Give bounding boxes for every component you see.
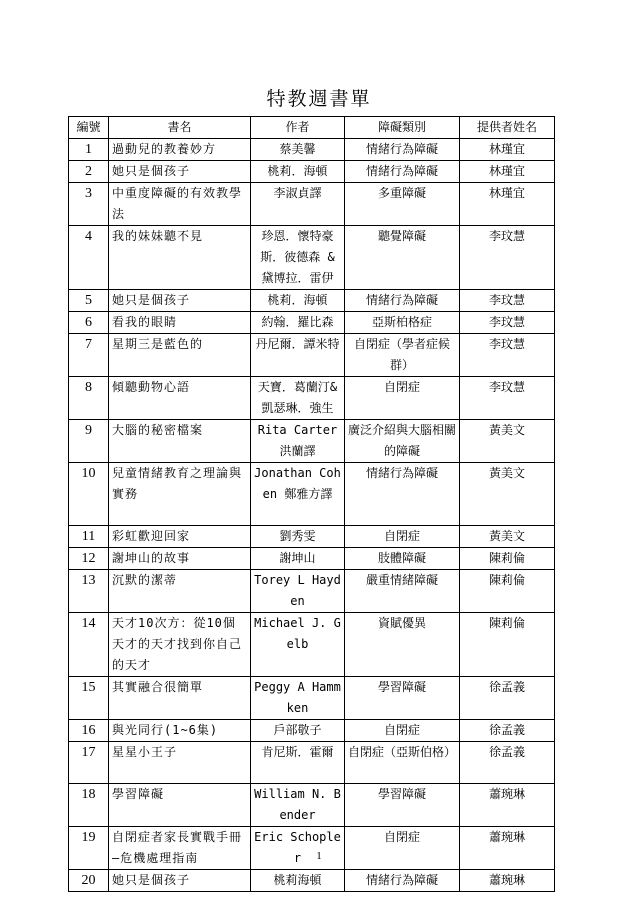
disability-category: 自閉症（學者症候群）: [345, 334, 460, 377]
book-author: 劉秀雯: [251, 526, 345, 548]
table-row: [69, 677, 555, 720]
provider-name: 李玟慧: [460, 312, 555, 334]
book-author: 桃莉．海頓: [251, 161, 345, 183]
provider-name: 李玟慧: [460, 290, 555, 312]
book-author: 珍恩．懷特豪斯．彼德森 & 黛博拉．雷伊: [251, 226, 345, 290]
disability-category: 廣泛介紹與大腦相關的障礙: [345, 420, 460, 463]
provider-name: 徐孟義: [460, 720, 555, 742]
provider-name: 李玟慧: [460, 226, 555, 290]
book-number: 8: [69, 377, 109, 420]
book-author: Eric Schopler: [251, 827, 345, 870]
book-author: 蔡美馨: [251, 139, 345, 161]
provider-name: 李玟慧: [460, 334, 555, 377]
table-row: [69, 420, 555, 463]
table-row: [69, 827, 555, 870]
disability-category: 多重障礙: [345, 183, 460, 226]
table-row: [69, 377, 555, 420]
book-title: 看我的眼睛: [109, 312, 251, 334]
col-header-provider: 提供者姓名: [460, 117, 555, 139]
book-title: 學習障礙: [109, 784, 251, 827]
book-number: 10: [69, 463, 109, 526]
header-row: [69, 117, 555, 139]
col-header-category: 障礙類別: [345, 117, 460, 139]
book-author: Peggy A Hammken: [251, 677, 345, 720]
book-author: Rita Carter洪蘭譯: [251, 420, 345, 463]
table-row: [69, 548, 555, 570]
book-author: Michael J. Gelb: [251, 613, 345, 677]
book-number: 18: [69, 784, 109, 827]
table-row: [69, 139, 555, 161]
provider-name: 林瑾宜: [460, 139, 555, 161]
table-row: [69, 161, 555, 183]
disability-category: 聽覺障礙: [345, 226, 460, 290]
book-title: 彩虹歡迎回家: [109, 526, 251, 548]
provider-name: 陳莉倫: [460, 548, 555, 570]
provider-name: 林瑾宜: [460, 161, 555, 183]
disability-category: 自閉症（亞斯伯格）: [345, 742, 460, 784]
book-title: 她只是個孩子: [109, 870, 251, 892]
book-author: 天寶．葛蘭汀&凱瑟琳．強生: [251, 377, 345, 420]
book-number: 13: [69, 570, 109, 613]
disability-category: 自閉症: [345, 720, 460, 742]
book-number: 15: [69, 677, 109, 720]
disability-category: 資賦優異: [345, 613, 460, 677]
disability-category: 情緒行為障礙: [345, 290, 460, 312]
book-title: 中重度障礙的有效教學法: [109, 183, 251, 226]
book-number: 16: [69, 720, 109, 742]
book-title: 天才10次方：從10個天才的天才找到你自己的天才: [109, 613, 251, 677]
book-title: 星期三是藍色的: [109, 334, 251, 377]
table-row: [69, 870, 555, 892]
document-title: 特教週書單: [266, 88, 372, 110]
book-title: 傾聽動物心語: [109, 377, 251, 420]
provider-name: 黃美文: [460, 463, 555, 526]
book-title: 與光同行(1~6集): [109, 720, 251, 742]
table-row: [69, 570, 555, 613]
disability-category: 情緒行為障礙: [345, 161, 460, 183]
table-row: [69, 720, 555, 742]
disability-category: 學習障礙: [345, 784, 460, 827]
book-author: 李淑貞譯: [251, 183, 345, 226]
book-number: 1: [69, 139, 109, 161]
book-title: 她只是個孩子: [109, 161, 251, 183]
table-row: [69, 183, 555, 226]
book-number: 5: [69, 290, 109, 312]
table-row: [69, 290, 555, 312]
provider-name: 林瑾宜: [460, 183, 555, 226]
provider-name: 徐孟義: [460, 677, 555, 720]
disability-category: 肢體障礙: [345, 548, 460, 570]
table-row: [69, 463, 555, 526]
disability-category: 自閉症: [345, 377, 460, 420]
book-title: 沉默的潔蒂: [109, 570, 251, 613]
book-number: 14: [69, 613, 109, 677]
book-title: 大腦的秘密檔案: [109, 420, 251, 463]
table-row: [69, 312, 555, 334]
book-author: William N. Bender: [251, 784, 345, 827]
book-number: 19: [69, 827, 109, 870]
book-author: 肯尼斯．霍爾: [251, 742, 345, 784]
provider-name: 黃美文: [460, 526, 555, 548]
book-author: Jonathan Cohen 鄭雅方譯: [251, 463, 345, 526]
book-number: 4: [69, 226, 109, 290]
table-row: [69, 526, 555, 548]
disability-category: 學習障礙: [345, 677, 460, 720]
provider-name: 蕭琬琳: [460, 784, 555, 827]
book-title: 星星小王子: [109, 742, 251, 784]
book-number: 12: [69, 548, 109, 570]
book-title: 兒童情緒教育之理論與實務: [109, 463, 251, 526]
provider-name: 徐孟義: [460, 742, 555, 784]
provider-name: 陳莉倫: [460, 613, 555, 677]
col-header-number: 編號: [69, 117, 109, 139]
book-author: 謝坤山: [251, 548, 345, 570]
disability-category: 情緒行為障礙: [345, 870, 460, 892]
book-number: 11: [69, 526, 109, 548]
book-title: 自閉症者家長實戰手冊—危機處理指南: [109, 827, 251, 870]
provider-name: 蕭琬琳: [460, 827, 555, 870]
book-number: 17: [69, 742, 109, 784]
book-author: 戶部敬子: [251, 720, 345, 742]
book-number: 2: [69, 161, 109, 183]
page-number: 1: [316, 850, 322, 862]
book-author: 約翰．羅比森: [251, 312, 345, 334]
provider-name: 陳莉倫: [460, 570, 555, 613]
disability-category: 情緒行為障礙: [345, 139, 460, 161]
disability-category: 情緒行為障礙: [345, 463, 460, 526]
provider-name: 黃美文: [460, 420, 555, 463]
book-number: 6: [69, 312, 109, 334]
book-number: 20: [69, 870, 109, 892]
book-list-table: [68, 116, 555, 892]
disability-category: 自閉症: [345, 526, 460, 548]
provider-name: 李玟慧: [460, 377, 555, 420]
book-author: 桃莉海頓: [251, 870, 345, 892]
book-title: 過動兒的教養妙方: [109, 139, 251, 161]
book-title: 其實融合很簡單: [109, 677, 251, 720]
book-title: 她只是個孩子: [109, 290, 251, 312]
book-number: 7: [69, 334, 109, 377]
col-header-author: 作者: [251, 117, 345, 139]
book-title: 我的妹妹聽不見: [109, 226, 251, 290]
book-author: 桃莉．海頓: [251, 290, 345, 312]
table-row: [69, 226, 555, 290]
book-number: 9: [69, 420, 109, 463]
col-header-title: 書名: [109, 117, 251, 139]
disability-category: 自閉症: [345, 827, 460, 870]
table-row: [69, 742, 555, 784]
provider-name: 蕭琬琳: [460, 870, 555, 892]
book-author: 丹尼爾．譚米特: [251, 334, 345, 377]
book-title: 謝坤山的故事: [109, 548, 251, 570]
table-row: [69, 784, 555, 827]
disability-category: 亞斯柏格症: [345, 312, 460, 334]
book-number: 3: [69, 183, 109, 226]
table-row: [69, 334, 555, 377]
table-row: [69, 613, 555, 677]
book-author: Torey L Hayden: [251, 570, 345, 613]
disability-category: 嚴重情緒障礙: [345, 570, 460, 613]
